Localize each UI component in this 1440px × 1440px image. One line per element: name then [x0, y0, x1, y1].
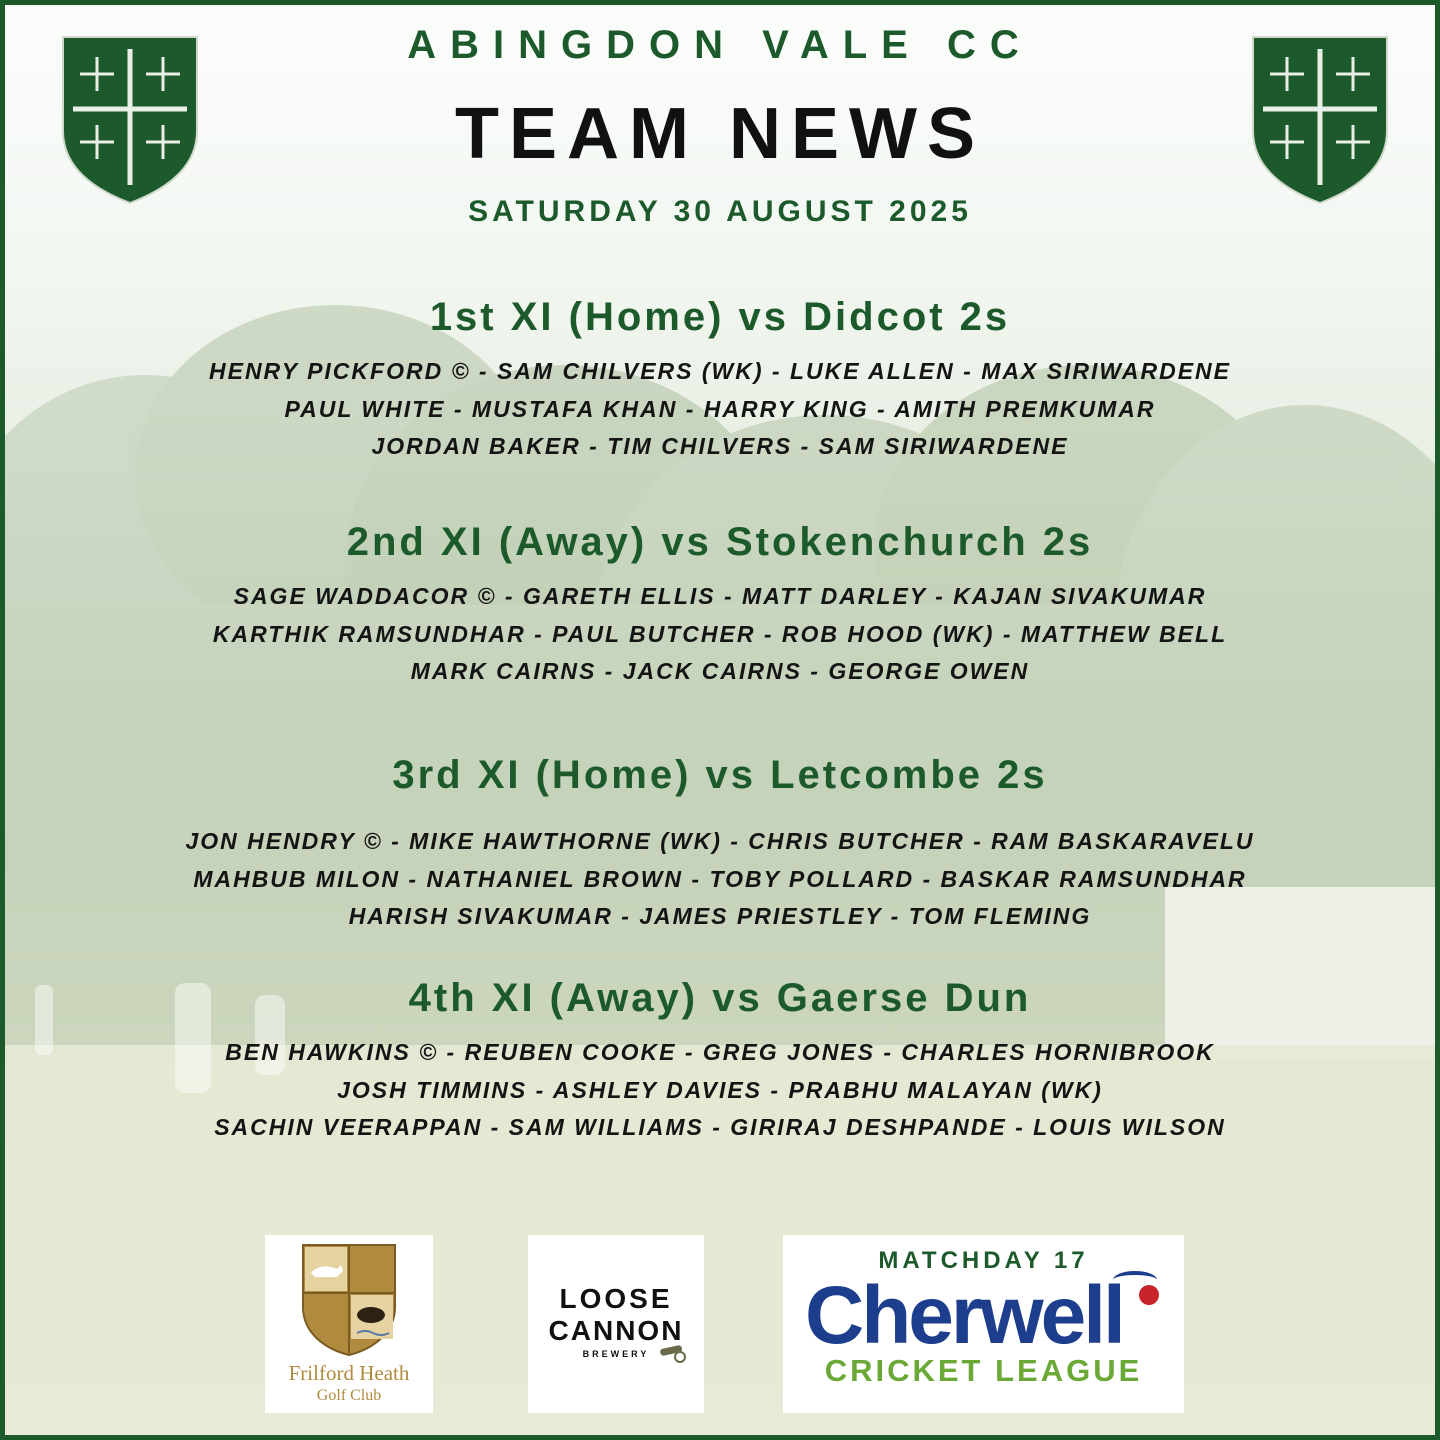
player-line: SACHIN VEERAPPAN - SAM WILLIAMS - GIRIRAJ DESHPANDE - LOUIS WILSON [214, 1114, 1226, 1140]
cannon-icon [658, 1343, 692, 1363]
player-line: MAHBUB MILON - NATHANIEL BROWN - TOBY POLLARD - BASKAR RAMSUNDHAR [193, 865, 1247, 892]
player-line: PAUL WHITE - MUSTAFA KHAN - HARRY KING - AMITH PREMKUMAR [284, 395, 1156, 422]
sponsor-subtitle: Golf Club [316, 1387, 382, 1404]
sponsor-name-line1: LOOSE [559, 1283, 673, 1314]
fixture-title: 1st XI (Home) vs Didcot 2s [429, 295, 1011, 339]
sponsor-cherwell-league [783, 1235, 1184, 1413]
fixture-4th-xi [5, 970, 1435, 1147]
fixture-3rd-xi [5, 747, 1435, 936]
player-line: JON HENDRY © - MIKE HAWTHORNE (WK) - CHRIS BUTCHER - RAM BASKARAVELU [185, 828, 1255, 854]
fixture-title: 3rd XI (Home) vs Letcombe 2s [392, 753, 1048, 797]
shield-horse-bull-icon [301, 1243, 397, 1357]
fixture-title: 4th XI (Away) vs Gaerse Dun [408, 976, 1032, 1020]
player-line: JOSH TIMMINS - ASHLEY DAVIES - PRABHU MALAYAN (WK) [337, 1076, 1103, 1103]
fixture-title: 2nd XI (Away) vs Stokenchurch 2s [346, 520, 1094, 564]
player-line: HENRY PICKFORD © - SAM CHILVERS (WK) - LUKE ALLEN - MAX SIRIWARDENE [209, 358, 1231, 384]
sponsor-name: Frilford Heath [288, 1361, 410, 1385]
sponsor-name-line2: CANNON [548, 1315, 684, 1346]
sponsor-subtitle: BREWERY [582, 1349, 650, 1359]
fixture-2nd-xi [5, 514, 1435, 691]
matchday-label: MATCHDAY 17 [878, 1247, 1089, 1274]
player-line: BEN HAWKINS © - REUBEN COOKE - GREG JONES - CHARLES HORNIBROOK [225, 1039, 1215, 1065]
player-line: KARTHIK RAMSUNDHAR - PAUL BUTCHER - ROB HOOD (WK) - MATTHEW BELL [212, 620, 1228, 647]
sponsor-loose-cannon [528, 1235, 704, 1413]
player-line: JORDAN BAKER - TIM CHILVERS - SAM SIRIWARDENE [371, 433, 1069, 459]
club-name: ABINGDON VALE CC [407, 23, 1033, 67]
cherwell-wordmark: Cherwell [805, 1270, 1123, 1361]
sponsor-frilford-heath [265, 1235, 433, 1413]
player-line: SAGE WADDACOR © - GARETH ELLIS - MATT DARLEY - KAJAN SIVAKUMAR [233, 583, 1207, 609]
player-line: MARK CAIRNS - JACK CAIRNS - GEORGE OWEN [410, 658, 1030, 684]
player-line: HARISH SIVAKUMAR - JAMES PRIESTLEY - TOM FLEMING [348, 903, 1092, 929]
cricket-ball-icon [1139, 1285, 1159, 1305]
fixture-1st-xi [5, 289, 1435, 466]
match-date: SATURDAY 30 AUGUST 2025 [468, 195, 972, 228]
page-title: TEAM NEWS [455, 94, 985, 174]
league-label: CRICKET LEAGUE [824, 1353, 1143, 1388]
